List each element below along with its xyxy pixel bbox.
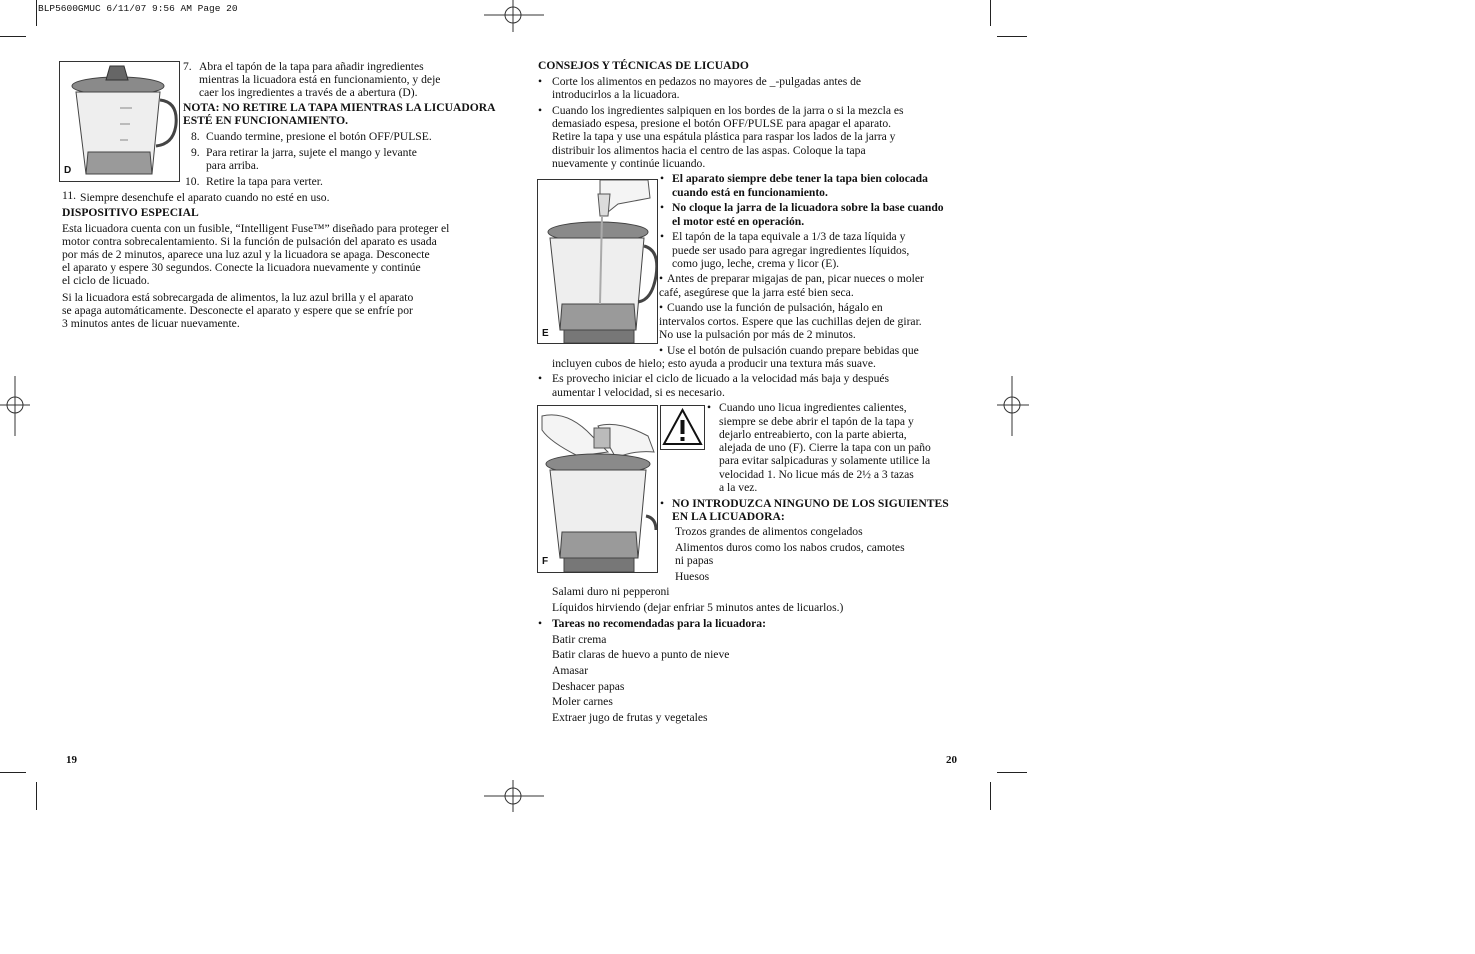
left-line: caer los ingredientes a través de a abertura (D).	[199, 86, 418, 99]
list-item: Amasar	[552, 664, 589, 677]
step-number-7: 7.	[183, 60, 192, 73]
figure-label-d: D	[64, 165, 72, 176]
bullet: •	[659, 301, 664, 314]
right-line: incluyen cubos de hielo; esto ayuda a producir una textura más suave.	[552, 357, 876, 370]
step-number-10: 10.	[185, 175, 200, 188]
right-line: nuevamente y continúe licuando.	[552, 157, 706, 170]
list-item: Alimentos duros como los nabos crudos, camotes	[675, 541, 905, 554]
right-line: No cloque la jarra de la licuadora sobre la base cuando	[672, 201, 944, 214]
note-heading: NOTA: NO RETIRE LA TAPA MIENTRAS LA LICUADORA	[183, 101, 496, 114]
step-number-9: 9.	[191, 146, 200, 159]
left-line: el aparato y espere 30 segundos. Conecte la licuadora nuevamente y continúe	[62, 261, 421, 274]
blender-hand-illustration	[538, 406, 657, 572]
right-line: Retire la tapa y use una espátula plástica para raspar los lados de la jarra y	[552, 130, 896, 143]
left-line: para arriba.	[206, 159, 259, 172]
list-item: Batir crema	[552, 633, 607, 646]
right-line: dejarlo entreabierto, con la parte abierta,	[719, 428, 907, 441]
right-line: Antes de preparar migajas de pan, picar nueces o moler	[667, 272, 924, 285]
right-line: alejada de uno (F). Cierre la tapa con un paño	[719, 441, 931, 454]
step-number-8: 8.	[191, 130, 200, 143]
bullet: •	[659, 344, 664, 357]
bullet: •	[707, 401, 712, 414]
list-item: Huesos	[675, 570, 710, 583]
left-line: Abra el tapón de la tapa para añadir ingredientes	[199, 60, 424, 73]
step-number-11: 11.	[62, 189, 77, 202]
list-item: Extraer jugo de frutas y vegetales	[552, 711, 708, 724]
bullet: •	[660, 201, 665, 214]
bullet: •	[538, 104, 543, 117]
right-line: velocidad 1. No licue más de 2½ a 3 tazas	[719, 468, 914, 481]
right-line: Cuando los ingredientes salpiquen en los bordes de la jarra o si la mezcla es	[552, 104, 904, 117]
bullet: •	[538, 617, 543, 630]
list-item: Batir claras de huevo a punto de nieve	[552, 648, 730, 661]
registration-mark-top	[484, 0, 544, 32]
bullet: •	[538, 372, 543, 385]
right-line: demasiado espesa, presione el botón OFF/PULSE para apagar el aparato.	[552, 117, 892, 130]
right-line: a la vez.	[719, 481, 758, 494]
bullet: •	[660, 497, 665, 510]
left-line: Siempre desenchufe el aparato cuando no esté en uso.	[80, 191, 330, 204]
right-line: puede ser usado para agregar ingredientes líquidos,	[672, 244, 910, 257]
right-line: intervalos cortos. Espere que las cuchillas dejen de girar.	[659, 315, 922, 328]
left-line: por más de 2 minutos, aparece una luz azul y la licuadora se apaga. Desconecte	[62, 248, 430, 261]
right-line: café, asegúrese que la jarra esté bien seca.	[659, 286, 854, 299]
section-heading: DISPOSITIVO ESPECIAL	[62, 206, 199, 219]
bullet: •	[660, 172, 665, 185]
right-line: como jugo, leche, crema y licor (E).	[672, 257, 840, 270]
page-number-right: 20	[946, 754, 957, 766]
left-line: Para retirar la jarra, sujete el mango y levante	[206, 146, 417, 159]
list-item: Deshacer papas	[552, 680, 625, 693]
left-line: Retire la tapa para verter.	[206, 175, 323, 188]
figure-e	[537, 179, 658, 344]
right-line: introducirlos a la licuadora.	[552, 88, 680, 101]
left-line: motor contra sobrecalentamiento. Si la función de pulsación del aparato es usada	[62, 235, 437, 248]
list-item: Trozos grandes de alimentos congelados	[675, 525, 863, 538]
right-line: Cuando use la función de pulsación, hágalo en	[667, 301, 883, 314]
left-line: Si la licuadora está sobrecargada de alimentos, la luz azul brilla y el aparato	[62, 291, 414, 304]
list-item: Salami duro ni pepperoni	[552, 585, 670, 598]
right-line: NO INTRODUZCA NINGUNO DE LOS SIGUIENTES	[672, 497, 949, 510]
left-line: 3 minutos antes de licuar nuevamente.	[62, 317, 240, 330]
left-line: Esta licuadora cuenta con un fusible, “Intelligent Fuse™” diseñado para proteger el	[62, 222, 450, 235]
registration-mark-left	[0, 376, 30, 436]
left-line: mientras la licuadora está en funcionamiento, y deje	[199, 73, 441, 86]
blender-jar-illustration	[60, 62, 179, 181]
page-number-left: 19	[66, 754, 77, 766]
left-line: se apaga automáticamente. Desconecte el aparato y espere que se enfríe por	[62, 304, 413, 317]
bullet: •	[660, 230, 665, 243]
list-item: Líquidos hirviendo (dejar enfriar 5 minutos antes de licuarlos.)	[552, 601, 844, 614]
right-line: Cuando uno licua ingredientes calientes,	[719, 401, 907, 414]
section-heading: CONSEJOS Y TÉCNICAS DE LICUADO	[538, 59, 749, 72]
right-line: aumentar l velocidad, si es necesario.	[552, 386, 725, 399]
left-line: el ciclo de licuado.	[62, 274, 150, 287]
left-line: Cuando termine, presione el botón OFF/PULSE.	[206, 130, 432, 143]
figure-f	[537, 405, 658, 573]
right-line: para evitar salpicaduras y solamente utilice la	[719, 454, 931, 467]
figure-d	[59, 61, 180, 182]
right-line: El tapón de la tapa equivale a 1/3 de taza líquida y	[672, 230, 906, 243]
warning-box	[660, 405, 705, 450]
right-line: Use el botón de pulsación cuando prepare bebidas que	[667, 344, 919, 357]
right-line: el motor esté en operación.	[672, 215, 805, 228]
bullet: •	[538, 75, 543, 88]
right-line: siempre se debe abrir el tapón de la tapa y	[719, 415, 914, 428]
figure-label-f: F	[542, 556, 549, 567]
bullet: •	[659, 272, 664, 285]
right-line: distribuir los alimentos hacia el centro de las aspas. Coloque la tapa	[552, 144, 866, 157]
warning-triangle-icon	[661, 406, 704, 449]
registration-mark-bottom	[484, 780, 544, 812]
note-heading: ESTÉ EN FUNCIONAMIENTO.	[183, 114, 349, 127]
list-item: ni papas	[675, 554, 714, 567]
right-line: Tareas no recomendadas para la licuadora:	[552, 617, 766, 630]
right-line: cuando está en funcionamiento.	[672, 186, 828, 199]
print-slug: BLP5600GMUC 6/11/07 9:56 AM Page 20	[38, 3, 238, 14]
blender-pouring-illustration	[538, 180, 657, 343]
figure-label-e: E	[542, 328, 549, 339]
right-line: Es provecho iniciar el ciclo de licuado a la velocidad más baja y después	[552, 372, 890, 385]
right-line: EN LA LICUADORA:	[672, 510, 785, 523]
right-line: El aparato siempre debe tener la tapa bien colocada	[672, 172, 928, 185]
list-item: Moler carnes	[552, 695, 613, 708]
registration-mark-right	[997, 376, 1029, 436]
right-line: No use la pulsación por más de 2 minutos.	[659, 328, 856, 341]
right-line: Corte los alimentos en pedazos no mayores de _-pulgadas antes de	[552, 75, 862, 88]
